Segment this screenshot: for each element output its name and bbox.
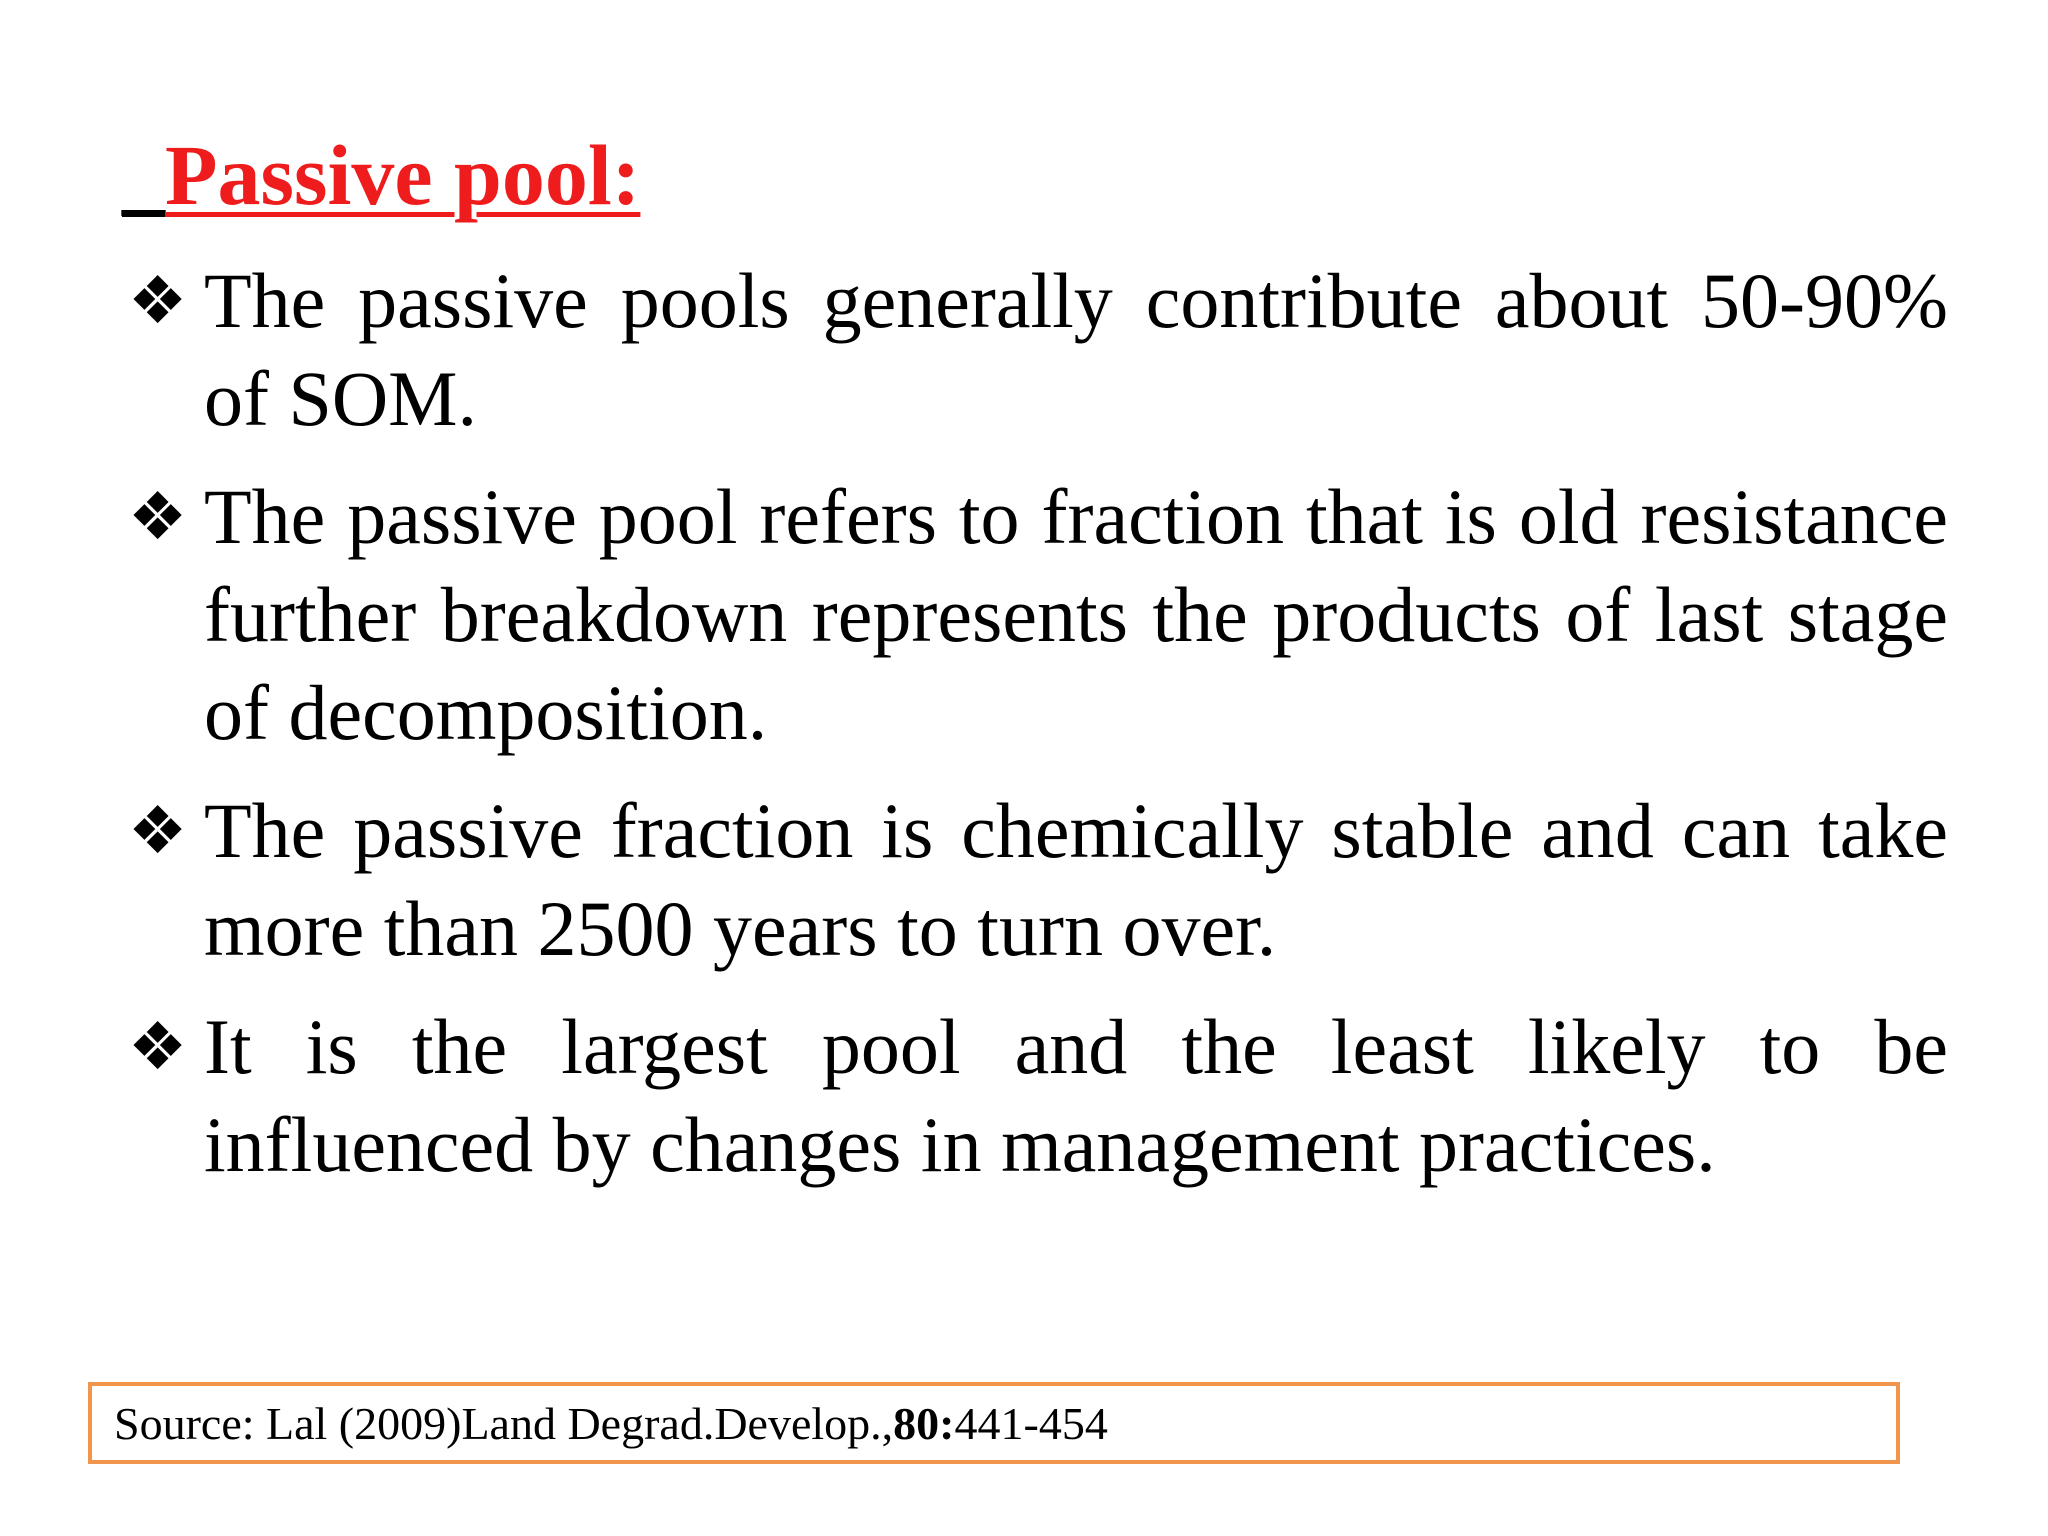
bullet-text: It is the largest pool and the least likely to be influenced by changes in management practices.	[204, 1003, 1948, 1188]
title-underscore: _	[122, 127, 165, 223]
title-text: Passive pool:	[165, 127, 641, 223]
bullet-text: The passive pools generally contribute about 50-90% of SOM.	[204, 257, 1948, 442]
four-diamond-bullet-icon: ❖	[128, 792, 188, 869]
bullet-text: The passive pool refers to fraction that is old resistance further breakdown represents the products of last stage of decomposition.	[204, 473, 1948, 756]
bullet-item	[128, 468, 1948, 762]
slide-title	[122, 128, 640, 223]
bullet-item	[128, 782, 1948, 978]
bullet-text: The passive fraction is chemically stable and can take more than 2500 years to turn over.	[204, 787, 1948, 972]
source-pages: 441-454	[954, 1397, 1108, 1449]
bullet-item	[128, 252, 1948, 448]
four-diamond-bullet-icon: ❖	[128, 1008, 188, 1085]
source-citation-box	[88, 1382, 1900, 1464]
bullet-item	[128, 998, 1948, 1194]
four-diamond-bullet-icon: ❖	[128, 478, 188, 555]
source-citation	[114, 1397, 1108, 1450]
four-diamond-bullet-icon: ❖	[128, 262, 188, 339]
source-volume: 80:	[893, 1397, 955, 1449]
source-prefix: Source: Lal (2009)Land Degrad.Develop.,	[114, 1397, 894, 1449]
bullet-list	[128, 252, 1948, 1214]
